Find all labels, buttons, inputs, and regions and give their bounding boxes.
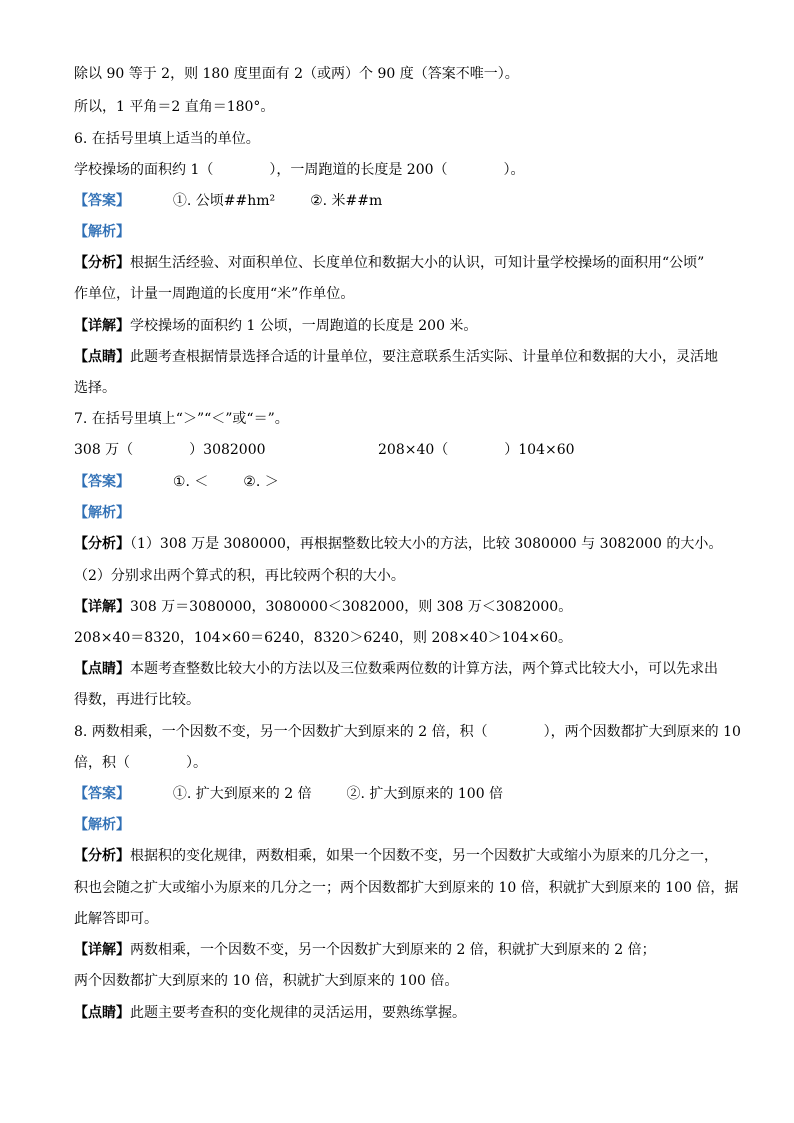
remark-text: 选择。 [74, 380, 116, 396]
section-text: 本题考查整数比较大小的方法以及三位数乘两位数的计算方法，两个算式比较大小，可以先求出 [130, 661, 718, 677]
section-text: （1）308 万是 3080000，再根据整数比较大小的方法，比较 3080000 与 3082000 的大小。 [130, 536, 723, 552]
text-line: 所以，1 平角＝2 直角＝180°。 [74, 99, 275, 115]
analysis-text [74, 846, 718, 866]
section-text: 此题考查根据情景选择合适的计量单位，要注意联系生活实际、计量单位和数据的大小，灵活地 [130, 349, 718, 365]
answer-row-q7 [74, 472, 279, 492]
section-tag: 【详解】 [74, 318, 130, 334]
section-text: 此题主要考查积的变化规律的灵活运用，要熟练掌握。 [130, 1005, 466, 1021]
answer-1: ①. 公顷##hm² [172, 193, 276, 209]
answer-2: ②. 米##m [310, 193, 383, 209]
detail-text: 208×40＝8320，104×60＝6240，8320＞6240，则 208×40＞104×60。 [74, 630, 573, 646]
section-tag: 【分析】 [74, 255, 130, 271]
analysis-text: 此解答即可。 [74, 911, 158, 927]
analysis-text: 作单位，计量一周跑道的长度用“米”作单位。 [74, 286, 355, 302]
section-tag: 【详解】 [74, 942, 130, 958]
answer-label: 【答案】 [74, 193, 130, 209]
section-text: 根据积的变化规律，两数相乘，如果一个因数不变，另一个因数扩大或缩小为原来的几分之一， [130, 848, 718, 864]
analysis-label [74, 815, 130, 835]
answer-row-q6 [74, 191, 382, 211]
section-tag: 【解析】 [74, 224, 130, 240]
question-7-right: 208×40（ ）104×60 [378, 442, 575, 458]
remark-text [74, 1003, 466, 1023]
question-7-title: 7. 在括号里填上“＞”“＜”或“＝”。 [74, 411, 289, 427]
section-tag: 【点睛】 [74, 661, 130, 677]
answer-1: ①. ＜ [172, 474, 209, 490]
analysis-label [74, 503, 130, 523]
analysis-text [74, 253, 704, 273]
remark-text [74, 347, 718, 367]
section-text: 308 万＝3080000，3080000＜3082000，则 308 万＜3082000。 [130, 599, 573, 615]
section-tag: 【解析】 [74, 505, 130, 521]
remark-text [74, 659, 718, 679]
answer-label: 【答案】 [74, 786, 130, 802]
analysis-text: （2）分别求出两个算式的积，再比较两个积的大小。 [74, 568, 405, 584]
section-tag: 【分析】 [74, 848, 130, 864]
section-tag: 【点睛】 [74, 349, 130, 365]
section-text: 两数相乘，一个因数不变，另一个因数扩大到原来的 2 倍，积就扩大到原来的 2 倍； [130, 942, 656, 958]
section-tag: 【解析】 [74, 817, 130, 833]
question-6-text: 学校操场的面积约 1（ ），一周跑道的长度是 200（ ）。 [74, 162, 525, 178]
detail-text: 两个因数都扩大到原来的 10 倍，积就扩大到原来的 100 倍。 [74, 973, 459, 989]
analysis-text: 积也会随之扩大或缩小为原来的几分之一；两个因数都扩大到原来的 10 倍，积就扩大到原来的 100 倍，据 [74, 880, 739, 896]
answer-1: ①. 扩大到原来的 2 倍 [172, 786, 312, 802]
section-text: 学校操场的面积约 1 公顷，一周跑道的长度是 200 米。 [130, 318, 478, 334]
answer-row-q8 [74, 784, 503, 804]
detail-text [74, 316, 477, 336]
answer-2: ②. 扩大到原来的 100 倍 [346, 786, 504, 802]
question-7-left: 308 万（ ）3082000 [74, 442, 266, 458]
section-text: 根据生活经验、对面积单位、长度单位和数据大小的认识，可知计量学校操场的面积用“公顷” [130, 255, 705, 271]
section-tag: 【分析】 [74, 536, 130, 552]
section-tag: 【点睛】 [74, 1005, 130, 1021]
remark-text: 得数，再进行比较。 [74, 692, 200, 708]
question-8-text: 8. 两数相乘，一个因数不变，另一个因数扩大到原来的 2 倍，积（ ），两个因数都扩大到原来的 10 [74, 724, 741, 740]
detail-text [74, 940, 656, 960]
detail-text [74, 597, 572, 617]
question-6-title: 6. 在括号里填上适当的单位。 [74, 131, 260, 147]
question-8-text: 倍，积（ ）。 [74, 755, 207, 771]
analysis-label [74, 222, 130, 242]
answer-2: ②. ＞ [243, 474, 279, 490]
text-line: 除以 90 等于 2，则 180 度里面有 2（或两）个 90 度（答案不唯一）。 [74, 66, 519, 82]
section-tag: 【详解】 [74, 599, 130, 615]
analysis-text [74, 534, 722, 554]
answer-label: 【答案】 [74, 474, 130, 490]
